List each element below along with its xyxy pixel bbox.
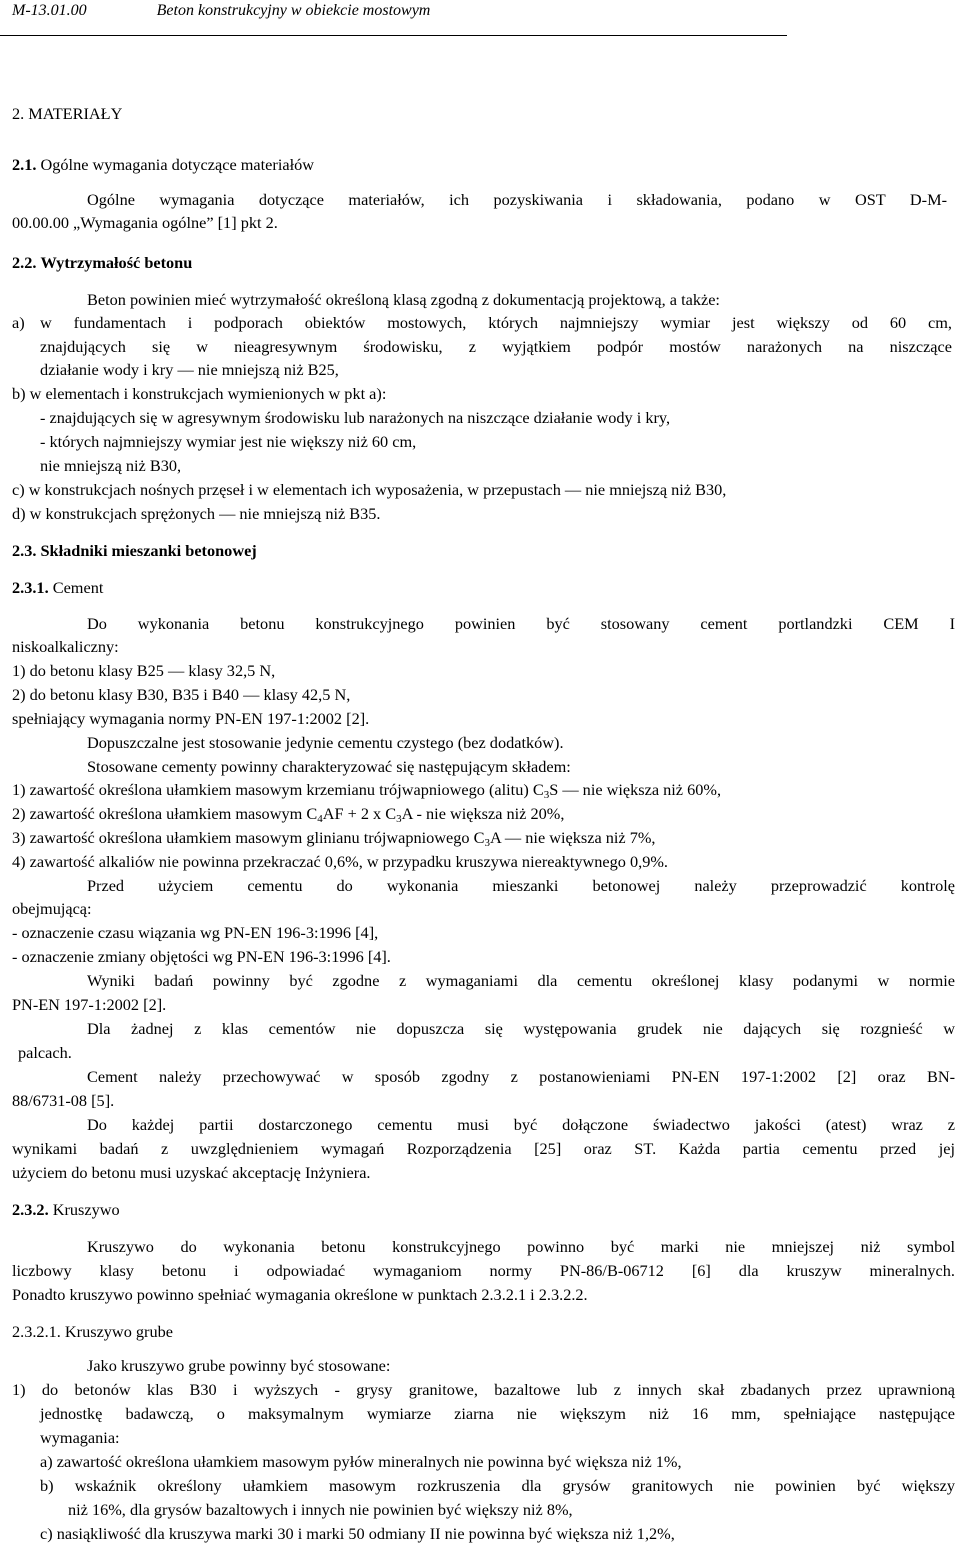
list-item-d: d) w konstrukcjach sprężonych — nie mniejszą niż B35. [12,504,381,523]
paragraph-2-1-line1: Ogólne wymagania dotyczące materiałów, ich pozyskiwania i składowania, podano w OST D-M- [87,190,947,209]
coarse-item-1-line1: 1) do betonów klas B30 i wyższych - grysy granitowe, bazaltowe lub z innych skał zbadanych przez uprawnioną [12,1380,955,1399]
text: AF + 2 x C [322,804,397,823]
heading-2-3 [12,541,257,561]
paragraph-2-2-intro: Beton powinien mieć wytrzymałość określoną klasą zgodną z dokumentacją projektową, a także: [87,290,720,309]
text: 1) zawartość określona ułamkiem masowym krzemianu trójwapniowego (alitu) C [12,780,544,799]
aggregate-p1-line2: liczbowy klasy betonu i odpowiadać wymaganiom normy PN-86/B-06712 [6] dla kruszyw mineralnych. [12,1261,955,1280]
text: A - nie większa niż 20%, [401,804,565,823]
list-subitem-dash-1: - znajdujących się w agresywnym środowisku lub narażonych na niszczące działanie wody i kry, [40,408,671,427]
subscript: 3 [396,813,402,825]
cement-composition-3 [12,828,655,848]
cement-list-2: 2) do betonu klasy B30, B35 i B40 — klasy 42,5 N, [12,685,351,704]
heading-title: Wytrzymałość betonu [40,253,193,272]
list-item-c: c) w konstrukcjach nośnych przęseł i w elementach ich wyposażenia, w przepustach — nie mniejszą niż B30, [12,480,727,499]
coarse-req-b-line2: niż 16%, dla grysów bazaltowych i innych nie powinien być większy niż 8%, [68,1500,573,1519]
heading-2-3-2-1: 2.3.2.1. Kruszywo grube [12,1322,173,1341]
list-item-a-line1: w fundamentach i podporach obiektów mostowych, których najmniejszy wymiar jest większy od 60 cm, [40,313,952,332]
section-title: MATERIAŁY [28,104,123,123]
cement-p4-line1: Przed użyciem cementu do wykonania mieszanki betonowej należy przeprowadzić kontrolę [87,876,955,895]
cement-p8-line1: Do każdej partii dostarczonego cementu musi być dołączone świadectwo jakości (atest) wraz z [87,1115,955,1134]
cement-composition-2 [12,804,564,824]
cement-composition-1 [12,780,721,800]
text: 2) zawartość określona ułamkiem masowym C [12,804,318,823]
coarse-item-1-line2: jednostkę badawczą, o maksymalnym wymiarze ziarna nie większym niż 16 mm, spełniające następujące [40,1404,955,1423]
cement-p5-line1: Wyniki badań powinny być zgodne z wymaganiami dla cementu określonej klasy podanymi w normie [87,971,955,990]
subscript: 3 [543,789,550,801]
subscript: 3 [484,837,490,849]
cement-p7-line2: 88/6731-08 [5]. [12,1091,115,1110]
cement-p6-line1: Dla żadnej z klas cementów nie dopuszcza się występowania grudek nie dających się rozgnieść w [87,1019,955,1038]
cement-composition-4: 4) zawartość alkaliów nie powinna przekraczać 0,6%, w przypadku kruszywa niereaktywnego 0,9%. [12,852,668,871]
heading-number: 2.3. [12,541,37,560]
text: A — nie większa niż 7%, [490,828,656,847]
cement-p2: Dopuszczalne jest stosowanie jedynie cementu czystego (bez dodatków). [87,733,564,752]
heading-number: 2.3.1. [12,578,49,597]
cement-norm: spełniający wymagania normy PN-EN 197-1:2002 [2]. [12,709,370,728]
heading-title: Cement [52,578,104,597]
cement-p1-line2: niskoalkaliczny: [12,637,119,656]
aggregate-p1-line3: Ponadto kruszywo powinno spełniać wymagania określone w punktach 2.3.2.1 i 2.3.2.2. [12,1285,588,1304]
coarse-intro: Jako kruszywo grube powinny być stosowane: [87,1356,391,1375]
document-title: Beton konstrukcyjny w obiekcie mostowym [156,2,431,19]
heading-number: 2.1. [12,155,37,174]
section-number: 2. [12,104,25,123]
coarse-req-c: c) nasiąkliwość dla kruszywa marki 30 i marki 50 odmiany II nie powinna być większa niż 1,2%, [40,1524,675,1543]
coarse-req-b-line1: b) wskaźnik określony ułamkiem masowym rozkruszenia dla grysów granitowych nie powinien być większy [40,1476,955,1495]
cement-check-1: - oznaczenie czasu wiązania wg PN-EN 196-3:1996 [4], [12,923,379,942]
cement-p4-line2: obejmującą: [12,899,92,918]
header-rule [0,35,787,36]
text: 3) zawartość określona ułamkiem masowym glinianu trójwapniowego C [12,828,485,847]
heading-title: Kruszywo [52,1200,120,1219]
heading-2-3-2 [12,1200,120,1220]
cement-p8-line3: użyciem do betonu musi uzyskać akceptację Inżyniera. [12,1163,371,1182]
section-heading-materials [12,104,122,124]
cement-p3: Stosowane cementy powinny charakteryzować się następującym składem: [87,757,571,776]
text: S — nie większa niż 60%, [549,780,722,799]
paragraph-2-1-line2: 00.00.00 „Wymagania ogólne” [1] pkt 2. [12,213,278,232]
cement-check-2: - oznaczenie zmiany objętości wg PN-EN 196-3:1996 [4]. [12,947,391,966]
cement-p1-line1: Do wykonania betonu konstrukcyjnego powinien być stosowany cement portlandzki CEM I [87,614,955,633]
list-item-b-end: nie mniejszą niż B30, [40,456,182,475]
list-subitem-dash-2: - których najmniejszy wymiar jest nie większy niż 60 cm, [40,432,417,451]
cement-p8-line2: wynikami badań z uwzględnieniem wymagań Rozporządzenia [25] oraz ST. Każda partia cementu przed jej [12,1139,955,1158]
cement-p6-line2: palcach. [18,1043,72,1062]
coarse-req-a: a) zawartość określona ułamkiem masowym pyłów mineralnych nie powinna być większa niż 1%, [40,1452,682,1471]
list-item-a-line2: znajdujących się w nieagresywnym środowisku, z wyjątkiem podpór mostów narażonych na niszczące [40,337,952,356]
heading-number: 2.2. [12,253,37,272]
page-header [12,2,430,20]
heading-2-1 [12,155,314,175]
heading-title: Ogólne wymagania dotyczące materiałów [40,155,314,174]
cement-p7-line1: Cement należy przechowywać w sposób zgodny z postanowieniami PN-EN 197-1:2002 [2] oraz BN- [87,1067,955,1086]
aggregate-p1-line1: Kruszywo do wykonania betonu konstrukcyjnego powinno być marki nie mniejszej niż symbol [87,1237,955,1256]
subscript: 4 [317,813,323,825]
cement-list-1: 1) do betonu klasy B25 — klasy 32,5 N, [12,661,276,680]
coarse-item-1-line3: wymagania: [40,1428,120,1447]
heading-2-2 [12,253,192,273]
heading-2-3-1 [12,578,103,598]
list-marker-a: a) [12,313,25,332]
cement-p5-line2: PN-EN 197-1:2002 [2]. [12,995,167,1014]
heading-title: Składniki mieszanki betonowej [40,541,257,560]
list-item-a-line3: działanie wody i kry — nie mniejszą niż B25, [40,360,339,379]
document-code: M-13.01.00 [12,2,87,19]
heading-number: 2.3.2. [12,1200,49,1219]
list-item-b: b) w elementach i konstrukcjach wymienionych w pkt a): [12,384,387,403]
